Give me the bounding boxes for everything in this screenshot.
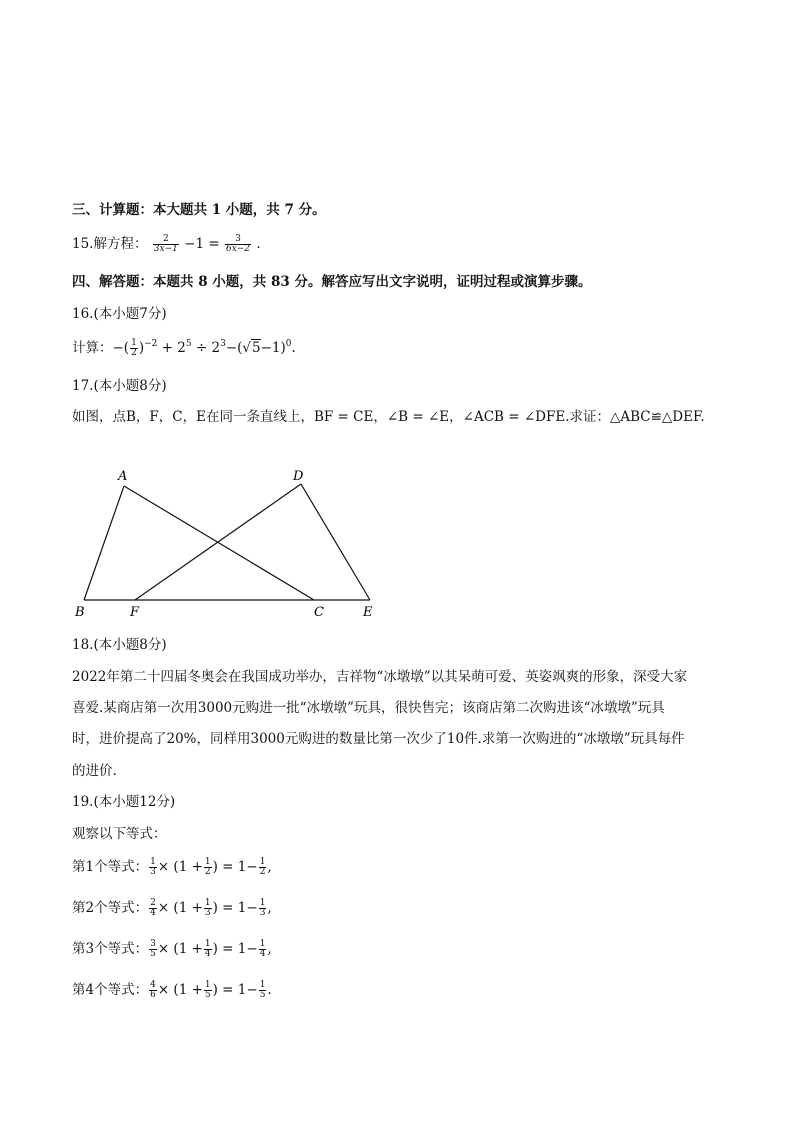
frac-den: 2	[259, 867, 266, 877]
question-16-expression	[72, 336, 296, 358]
frac-num: 4	[150, 979, 156, 990]
q16-exp2: 5	[185, 339, 192, 349]
q16-p5: −1)	[260, 340, 286, 356]
q19-equation	[72, 937, 272, 959]
q15-f2-num: 3	[225, 235, 251, 245]
frac-num: 1	[204, 938, 211, 949]
q19-equation	[72, 855, 272, 877]
eq-end: ,	[267, 900, 272, 916]
q16-p3: ÷ 2	[191, 340, 221, 356]
eq-close: ) = 1−	[212, 900, 258, 916]
frac-den: 3	[204, 908, 211, 918]
frac-den: 6	[150, 990, 156, 1000]
frac-num: 1	[204, 979, 211, 990]
frac-num: 1	[259, 938, 266, 949]
point-f-label: F	[130, 605, 140, 620]
q16-fraction	[130, 339, 138, 359]
eq-frac-c	[259, 981, 267, 1001]
frac-den: 2	[204, 867, 211, 877]
frac-den: 3	[259, 908, 266, 918]
frac-num: 2	[150, 897, 156, 908]
q18-label: 18.(本小题8分)	[72, 637, 167, 653]
eq-frac-a	[149, 940, 157, 960]
q15-end: .	[256, 236, 261, 252]
frac-num: 1	[259, 897, 266, 908]
q16-end: .	[291, 340, 296, 356]
eq-times: × (1 +	[157, 900, 203, 916]
eq-prefix: 第3个等式：	[72, 941, 149, 957]
q15-f1-den: 3x−1	[153, 244, 178, 254]
q16-prefix: 计算：−(	[72, 340, 130, 356]
eq-frac-b	[204, 981, 212, 1001]
frac-num: 3	[150, 938, 156, 949]
q15-f1-num: 2	[153, 235, 179, 245]
eq-frac-c	[259, 899, 267, 919]
point-b-label: B	[75, 605, 85, 620]
eq-prefix: 第1个等式：	[72, 859, 149, 875]
q16-f-den: 2	[131, 348, 137, 358]
q18-line-4: 的进价.	[72, 763, 117, 779]
triangle-figure	[68, 462, 398, 622]
q16-p1: )	[138, 340, 145, 356]
q19-equation	[72, 896, 272, 918]
eq-prefix: 第2个等式：	[72, 900, 149, 916]
eq-end: ,	[267, 859, 272, 875]
eq-prefix: 第4个等式：	[72, 982, 149, 998]
q16-radicand: 5	[252, 340, 261, 356]
eq-times: × (1 +	[157, 982, 203, 998]
eq-end: ,	[267, 941, 272, 957]
segment-ac	[124, 486, 314, 600]
q15-fraction-right	[225, 235, 251, 255]
eq-end: .	[267, 982, 272, 998]
q15-fraction-left	[153, 235, 179, 255]
q18-line-1: 2022年第二十四届冬奥会在我国成功举办，吉祥物“冰墩墩”以其呆萌可爱、英姿飒爽的形象，深受大家	[72, 669, 688, 685]
eq-close: ) = 1−	[212, 982, 258, 998]
eq-frac-a	[149, 899, 157, 919]
eq-frac-b	[204, 899, 212, 919]
q17-label: 17.(本小题8分)	[72, 378, 167, 394]
eq-frac-c	[259, 858, 267, 878]
q15-f2-den: 6x−2	[225, 244, 251, 254]
frac-num: 1	[259, 979, 266, 990]
section3-heading: 三、计算题：本大题共 1 小题，共 7 分。	[72, 202, 326, 218]
eq-frac-a	[149, 858, 157, 878]
q16-exp3: 3	[220, 339, 226, 349]
eq-close: ) = 1−	[212, 941, 258, 957]
frac-den: 4	[259, 949, 266, 959]
point-d-label: D	[293, 469, 304, 484]
q16-f-num: 1	[131, 337, 137, 348]
frac-num: 1	[204, 897, 211, 908]
question-15	[72, 232, 261, 254]
frac-den: 3	[150, 867, 156, 877]
point-a-label: A	[118, 469, 128, 484]
frac-den: 4	[150, 908, 156, 918]
segment-df	[135, 484, 301, 600]
q16-exp1: −2	[144, 339, 158, 349]
q18-line-3: 时，进价提高了20%，同样用3000元购进的数量比第一次少了10件.求第一次购进的“冰墩墩”玩具每件	[72, 731, 685, 747]
eq-frac-b	[204, 940, 212, 960]
q16-exp4: 0	[285, 339, 292, 349]
eq-close: ) = 1−	[212, 859, 258, 875]
q18-line-2: 喜爱.某商店第一次用3000元购进一批“冰墩墩”玩具，很快售完；该商店第二次购进该“冰墩墩”玩具	[72, 700, 665, 716]
q15-minus-one: −1 =	[184, 236, 220, 252]
q16-p2: + 2	[157, 340, 186, 356]
segment-de	[301, 484, 370, 600]
q19-intro: 观察以下等式：	[72, 826, 167, 842]
point-e-label: E	[363, 605, 373, 620]
frac-num: 1	[204, 856, 211, 867]
eq-times: × (1 +	[157, 859, 203, 875]
frac-den: 5	[204, 990, 211, 1000]
q19-label: 19.(本小题12分)	[72, 794, 176, 810]
frac-den: 4	[204, 949, 211, 959]
eq-frac-b	[204, 858, 212, 878]
segment-ab	[84, 486, 124, 600]
frac-num: 1	[259, 856, 266, 867]
section4-heading: 四、解答题：本题共 8 小题，共 83 分。解答应写出文字说明，证明过程或演算步骤。	[72, 274, 592, 290]
q17-text: 如图，点B，F，C，E在同一条直线上，BF = CE，∠B = ∠E，∠ACB = ∠DFE.求证：△ABC≌△DEF.	[72, 409, 705, 425]
eq-times: × (1 +	[157, 941, 203, 957]
q16-p4: −(√	[225, 340, 252, 356]
frac-den: 5	[259, 990, 266, 1000]
frac-num: 1	[150, 856, 156, 867]
frac-den: 5	[150, 949, 156, 959]
q16-label: 16.(本小题7分)	[72, 306, 167, 322]
eq-frac-a	[149, 981, 157, 1001]
q19-equation	[72, 978, 272, 1000]
point-c-label: C	[314, 605, 324, 620]
eq-frac-c	[259, 940, 267, 960]
q15-label: 15.解方程：	[72, 236, 148, 252]
